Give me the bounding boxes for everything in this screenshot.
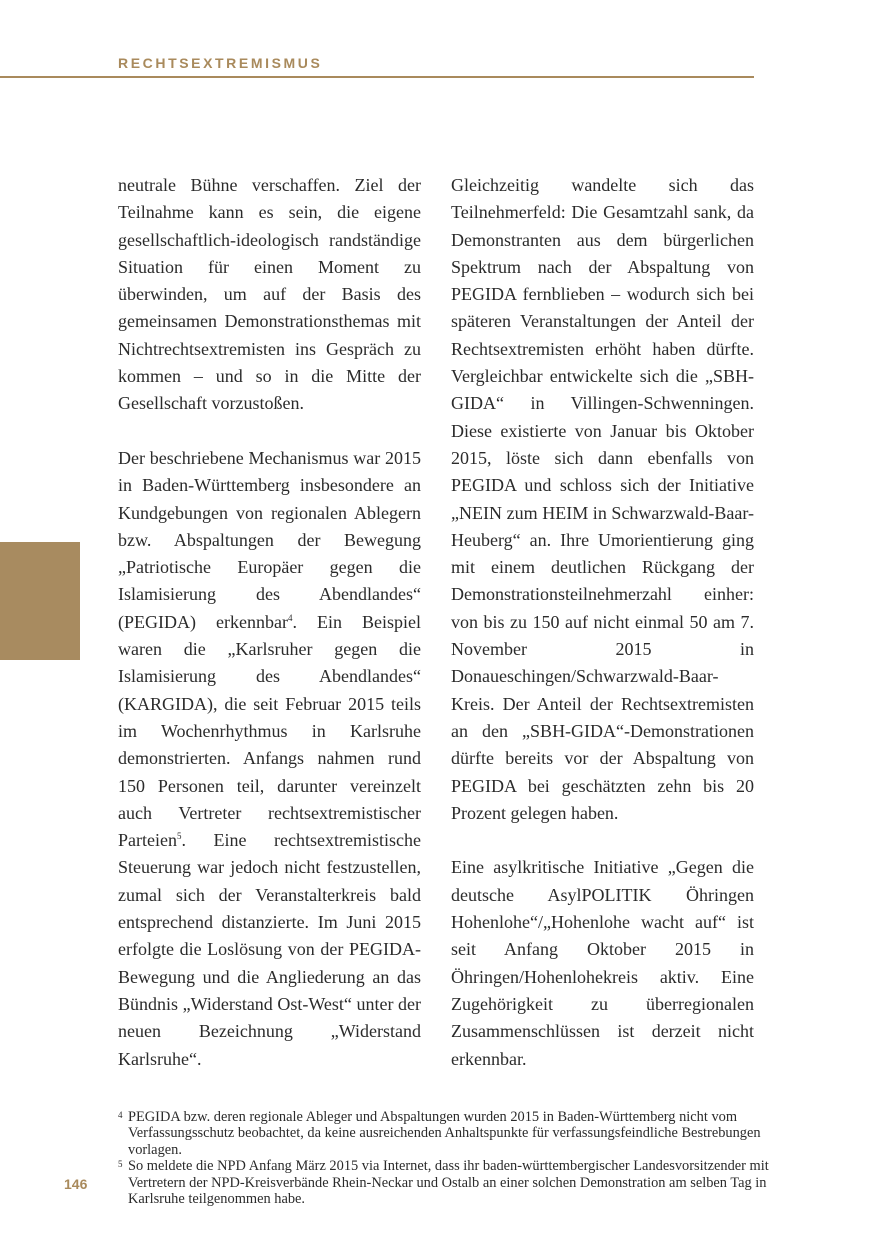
footnote-number: 4 bbox=[118, 1110, 123, 1120]
footnote-text: So meldete die NPD Anfang März 2015 via Internet, dass ihr baden-württembergischer Landesvorsitzender mit Vertretern der NPD-Kreisverbände Rhein-Neckar und Ostalb an einer solchen Demonstration am selben Tag in Karlsruhe teilgenommen habe. bbox=[128, 1158, 769, 1208]
paragraph bbox=[118, 445, 421, 1073]
paragraph-text: neutrale Bühne verschaffen. Ziel der Teilnahme kann es sein, die eigene gesellschaftlich-ideologisch randständige Situation für einen Moment zu überwinden, um auf der Basis des gemeinsamen Demonstrationsthemas mit Nichtrechtsextremisten ins Gespräch zu kommen – und so in die Mitte der Gesellschaft vorzustoßen. bbox=[118, 175, 421, 414]
footnote-ref-4[interactable]: 4 bbox=[287, 612, 293, 623]
paragraph-text: . Eine rechtsextremistische Steuerung war jedoch nicht festzustellen, zumal sich der Veranstalterkreis bald entsprechend distanzierte. Im Juni 2015 erfolgte die Loslösung von der PEGIDA-Bewegung und die Angliederung an das Bündnis „Widerstand Ost-West“ unter der neuen Bezeichnung „Widerstand Karlsruhe“. bbox=[118, 830, 421, 1069]
chapter-side-tab bbox=[0, 542, 80, 660]
footnotes bbox=[118, 1109, 785, 1207]
paragraph-text: Gleichzeitig wandelte sich das Teilnehmerfeld: Die Gesamtzahl sank, da Demonstranten aus dem bürgerlichen Spektrum nach der Abspaltung von PEGIDA fernblieben – wodurch sich bei späteren Veranstaltungen der Anteil der Rechtsextremisten erhöht haben dürfte. Vergleichbar entwickelte sich die „SBH-GIDA“ in Villingen-Schwenningen. Diese existierte von Januar bis Oktober 2015, löste sich dann ebenfalls von PEGIDA und schloss sich der Initiative „NEIN zum HEIM in Schwarzwald-Baar-Heuberg“ an. Ihre Umorientierung ging mit einem deutlichen Rückgang der Demonstrationsteilnehmerzahl einher: von bis zu 150 auf nicht einmal 50 am 7. November 2015 in Donaueschingen/Schwarzwald-Baar-Kreis. Der Anteil der Rechtsextremisten an den „SBH-GIDA“-Demonstrationen dürfte bereits vor der Abspaltung von PEGIDA bei geschätzten zehn bis 20 Prozent gelegen haben. bbox=[451, 175, 754, 823]
paragraph bbox=[451, 172, 754, 827]
right-column bbox=[451, 172, 754, 1100]
paragraph-text: Der beschriebene Mechanismus war 2015 in Baden-Württemberg insbesondere an Kundgebungen von regionalen Ablegern bzw. Abspaltungen der Bewegung „Patriotische Europäer gegen die Islamisierung des Abendlandes“ (PEGIDA) erkennbar bbox=[118, 447, 421, 632]
paragraph bbox=[118, 172, 421, 418]
left-column bbox=[118, 172, 421, 1100]
footnote-ref-5[interactable]: 5 bbox=[176, 831, 182, 842]
paragraph-text: Eine asylkritische Initiative „Gegen die deutsche AsylPOLITIK Öhringen Hohenlohe“/„Hohenlohe wacht auf“ ist seit Anfang Oktober 2015 in Öhringen/Hohenlohekreis aktiv. Eine Zugehörigkeit zu überregionalen Zusammenschlüssen ist derzeit nicht erkennbar. bbox=[451, 857, 754, 1069]
footnote bbox=[118, 1158, 785, 1207]
footnote-number: 5 bbox=[118, 1159, 123, 1170]
footnote-text: PEGIDA bzw. deren regionale Ableger und Abspaltungen wurden 2015 in Baden-Württemberg nicht vom Verfassungsschutz beobachtet, da keine ausreichenden Anhaltspunkte für verfassungsfeindliche Bestrebungen vorlagen. bbox=[128, 1109, 761, 1158]
page-number: 146 bbox=[64, 1176, 88, 1192]
header-rule bbox=[0, 76, 754, 78]
running-header: RECHTSEXTREMISMUS bbox=[118, 55, 323, 71]
paragraph bbox=[451, 854, 754, 1072]
footnote bbox=[118, 1109, 785, 1158]
paragraph-text: . Ein Beispiel waren die „Karlsruher gegen die Islamisierung des Abendlandes“ (KARGIDA), die seit Februar 2015 teils im Wochenrhythmus in Karlsruhe demonstrierten. Anfangs nahmen rund 150 Personen teil, darunter vereinzelt auch Vertreter rechtsextremistischer Parteien bbox=[118, 611, 421, 851]
